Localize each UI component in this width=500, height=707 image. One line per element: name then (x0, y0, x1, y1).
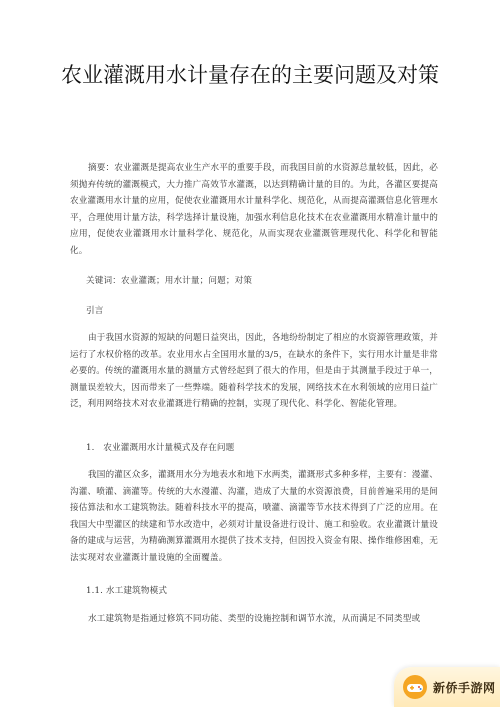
intro-paragraph: 由于我国水资源的短缺的问题日益突出，因此，各地纷纷制定了相应的水资源管理政策，并运行了水权价格的改革。农业用水占全国用水量的3/5，在缺水的条件下，实行用水计量是非常必要的。传统的灌溉用水量的测量方式曾经起到了很大的作用，但是由于其测量手段过于单一，测量误差较大，因而带来了一些弊端。随着科学技术的发展，网络技术在水利领域的应用日益广泛，利用网络技术对农业灌溉进行精确的控制，实现了现代化、科学化、智能化管理。 (70, 333, 438, 410)
section-1-paragraph: 我国的灌区众多，灌溉用水分为地表水和地下水两类，灌溉形式多种多样，主要有：漫灌、沟灌、喷灌、滴灌等。传统的大水漫灌、沟灌，造成了大量的水资源浪费，目前普遍采用的是间接估算法和水工建筑物法。随着科技水平的提高，喷灌、滴灌等节水技术得到了广泛的应用。在我国大中型灌区的续建和节水改造中，必须对计量设备进行设计、施工和验收。农业灌溉计量设备的建成与运营，为精确测算灌溉用水提供了技术支持，但因投入资金有限、操作维修困难，无法实现对农业灌溉计量设施的全面覆盖。 (70, 470, 438, 563)
keywords-line: 关键词：农业灌溉；用水计量；问题；对策 (86, 276, 253, 286)
gamepad-logo-icon (402, 674, 428, 700)
abstract-paragraph: 摘要：农业灌溉是提高农业生产水平的重要手段，而我国目前的水资源总量较低，因此，必须抛弃传统的灌溉模式，大力推广高效节水灌溉，以达到精确计量的目的。为此，各灌区要提高农业灌溉用水计量的应用，促使农业灌溉用水计量科学化、规范化，从而提高灌溉信息化管理水平，合理使用计量方法，科学选择计量设施，加强水利信息化技术在农业灌溉用水精准计量中的应用，促使农业灌溉用水计量科学化、规范化，从而实现农业灌溉管理现代化、科学化和智能化。 (70, 163, 438, 256)
section-1-1-heading: 1.1. 水工建筑物模式 (86, 586, 168, 596)
page-title: 农业灌溉用水计量存在的主要问题及对策 (61, 63, 439, 87)
section-1-heading: 1. 农业灌溉用水计量模式及存在问题 (86, 443, 235, 453)
intro-heading: 引言 (86, 306, 104, 316)
site-watermark-badge[interactable] (394, 667, 500, 707)
section-1-1-paragraph: 水工建筑物是指通过修筑不同功能、类型的设施控制和调节水流，从而满足不同类型或 (88, 614, 421, 624)
watermark-text: 新侨手游网 (433, 680, 496, 695)
